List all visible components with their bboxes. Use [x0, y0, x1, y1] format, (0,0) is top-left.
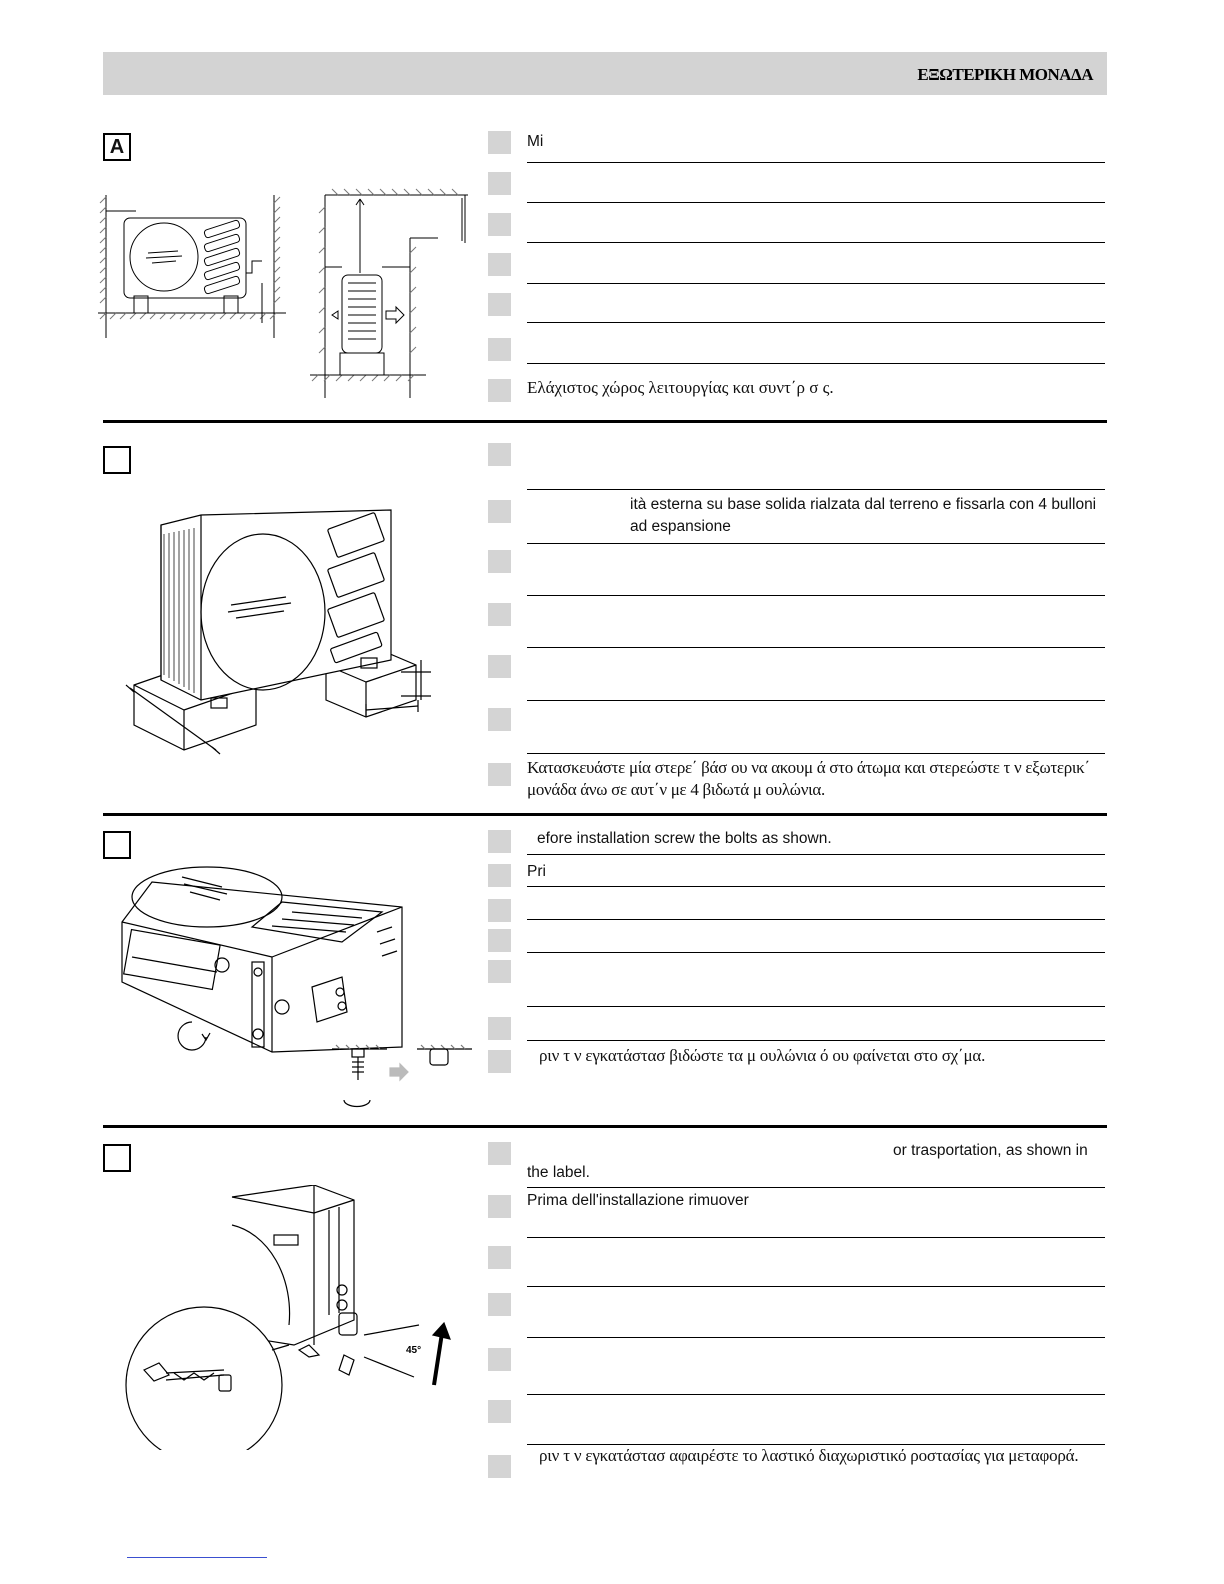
spacer-removal-illustration — [124, 1185, 464, 1450]
rule — [527, 1237, 1105, 1238]
language-flag-placeholder — [488, 253, 511, 276]
clearance-diagram — [96, 183, 476, 403]
page-title: ΕΞΩΤΕΡΙΚΗ ΜΟΝΑΔΑ — [917, 65, 1093, 84]
row-text: or trasportation, as shown in the label. — [527, 1142, 1088, 1181]
rule — [527, 1394, 1105, 1395]
bolt-screwing-illustration — [112, 862, 482, 1117]
language-flag-placeholder — [488, 929, 511, 952]
language-flag-placeholder — [488, 172, 511, 195]
rule — [527, 202, 1105, 203]
header-bar — [103, 52, 1107, 95]
language-flag-placeholder — [488, 830, 511, 853]
language-flag-placeholder — [488, 1293, 511, 1316]
language-flag-placeholder — [488, 1017, 511, 1040]
language-flag-placeholder — [488, 1455, 511, 1478]
rule — [527, 322, 1105, 323]
language-flag-placeholder — [488, 131, 511, 154]
rule — [527, 543, 1105, 544]
language-flag-placeholder — [488, 864, 511, 887]
language-flag-placeholder — [488, 443, 511, 466]
language-flag-placeholder — [488, 1195, 511, 1218]
section-label-a: A — [103, 133, 131, 161]
rule — [527, 1337, 1105, 1338]
base-mounting-illustration — [116, 500, 446, 765]
language-flag-placeholder — [488, 603, 511, 626]
language-flag-placeholder — [488, 1348, 511, 1371]
rule — [527, 886, 1105, 887]
rule — [527, 952, 1105, 953]
rule — [527, 919, 1105, 920]
section-divider — [103, 813, 1107, 816]
rule — [527, 595, 1105, 596]
rule — [527, 1286, 1105, 1287]
row-text: ριν τ ν εγκατάστασ βιδώστε τα μ ουλώνια ό ου φαίνεται στο σχ΄μα. — [539, 1046, 986, 1065]
row-text: ità esterna su base solida rialzata dal terreno e fissarla con 4 bulloni ad espansione — [630, 496, 1097, 535]
rule — [527, 753, 1105, 754]
language-flag-placeholder — [488, 213, 511, 236]
language-flag-placeholder — [488, 1142, 511, 1165]
language-flag-placeholder — [488, 655, 511, 678]
rule — [527, 283, 1105, 284]
rule — [527, 162, 1105, 163]
row-text: Mi — [527, 133, 544, 150]
language-flag-placeholder — [488, 500, 511, 523]
language-flag-placeholder — [488, 960, 511, 983]
section-label-c — [103, 831, 131, 859]
rule — [527, 363, 1105, 364]
row-text: Κατασκευάστε μία στερε΄ βάσ ου να ακουμ ά στο άτωμα και στερεώστε τ ν εξωτερικ΄ μονάδα άνω σε αυτ΄ν με 4 βιδωτά μ ουλώνια. — [527, 758, 1090, 799]
row-text: Prima dell'installazione rimuover — [527, 1192, 749, 1209]
section-label-b — [103, 446, 131, 474]
rule — [527, 647, 1105, 648]
language-flag-placeholder — [488, 899, 511, 922]
rule — [527, 854, 1105, 855]
section-divider — [103, 420, 1107, 423]
language-flag-placeholder — [488, 1246, 511, 1269]
rule — [527, 1187, 1105, 1188]
row-text: Ελάχιστος χώρος λειτουργίας και συντ΄ρ σ ς. — [527, 378, 834, 397]
rule — [527, 489, 1105, 490]
section-label-d — [103, 1144, 131, 1172]
rule — [527, 1040, 1105, 1041]
language-flag-placeholder — [488, 1400, 511, 1423]
language-flag-placeholder — [488, 708, 511, 731]
section-divider — [103, 1125, 1107, 1128]
language-flag-placeholder — [488, 293, 511, 316]
row-text: ριν τ ν εγκατάστασ αφαιρέστε το λαστικό διαχωριστικό ροστασίας για μεταφορά. — [539, 1446, 1079, 1465]
rule — [527, 700, 1105, 701]
row-text: Pri — [527, 863, 546, 880]
footer-link-underline — [127, 1557, 267, 1558]
language-flag-placeholder — [488, 763, 511, 786]
language-flag-placeholder — [488, 1050, 511, 1073]
language-flag-placeholder — [488, 550, 511, 573]
language-flag-placeholder — [488, 338, 511, 361]
language-flag-placeholder — [488, 379, 511, 402]
rule — [527, 242, 1105, 243]
angle-label: 45° — [406, 1345, 422, 1356]
rule — [527, 1006, 1105, 1007]
row-text: efore installation screw the bolts as shown. — [537, 830, 832, 847]
